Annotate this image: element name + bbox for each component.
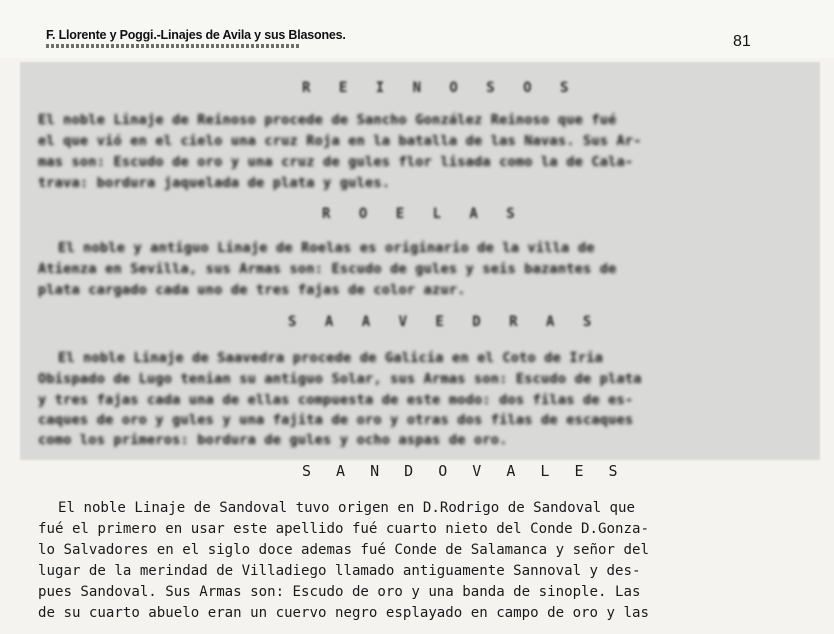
- saavedras-line-2: Obispado de Lugo tenian su antiguo Solar, sus Armas son: Escudo de plata: [38, 371, 642, 387]
- roelas-line-2: Atienza en Sevilla, sus Armas son: Escudo de gules y seis bazantes de: [38, 261, 617, 277]
- sandovales-line-2: fué el primero en usar este apellido fué cuarto nieto del Conde D.Gonza-: [38, 521, 649, 537]
- sandovales-line-4: lugar de la merindad de Villadiego llamado antiguamente Sannoval y des-: [38, 563, 641, 579]
- roelas-line-1: El noble y antiguo Linaje de Roelas es originario de la villa de: [58, 240, 595, 256]
- reinosos-line-3: mas son: Escudo de oro y una cruz de gules flor lisada como la de Cala-: [38, 154, 634, 170]
- saavedras-line-5: como los primeros: bordura de gules y ocho aspas de oro.: [38, 432, 508, 448]
- section-title-reinosos: R E I N O S O S: [302, 80, 579, 96]
- sandovales-line-5: pues Sandoval. Sus Armas son: Escudo de oro y una banda de sinople. Las: [38, 584, 641, 600]
- page-header: [0, 0, 834, 58]
- reinosos-line-2: el que vió en el cielo una cruz Roja en la batalla de las Navas. Sus Ar-: [38, 133, 642, 149]
- section-title-saavedras: S A A V E D R A S: [288, 314, 602, 330]
- reinosos-line-1: El noble Linaje de Reinoso procede de Sancho González Reinoso que fué: [38, 112, 617, 128]
- section-title-sandovales: S A N D O V A L E S: [302, 462, 626, 480]
- roelas-line-3: plata cargado cada uno de tres fajas de color azur.: [38, 282, 466, 298]
- sandovales-line-6: de su cuarto abuelo eran un cuervo negro esplayado en campo de oro y las: [38, 605, 649, 621]
- section-title-roelas: R O E L A S: [322, 206, 525, 222]
- page-number: 81: [733, 33, 751, 50]
- running-head: F. Llorente y Poggi.-Linajes de Avila y sus Blasones.: [46, 28, 346, 42]
- sandovales-line-1: El noble Linaje de Sandoval tuvo origen en D.Rodrigo de Sandoval que: [58, 500, 635, 516]
- saavedras-line-3: y tres fajas cada una de ellas compuesta de este modo: dos filas de es-: [38, 392, 634, 408]
- reinosos-line-4: trava: bordura jaquelada de plata y gules.: [38, 175, 391, 191]
- saavedras-line-1: El noble Linaje de Saavedra procede de Galicia en el Coto de Iria: [58, 350, 603, 366]
- saavedras-line-4: caques de oro y gules y una fajita de oro y otras dos filas de escaques: [38, 412, 634, 428]
- sandovales-line-3: lo Salvadores en el siglo doce ademas fué Conde de Salamanca y señor del: [38, 542, 649, 558]
- running-head-underline: [46, 44, 301, 48]
